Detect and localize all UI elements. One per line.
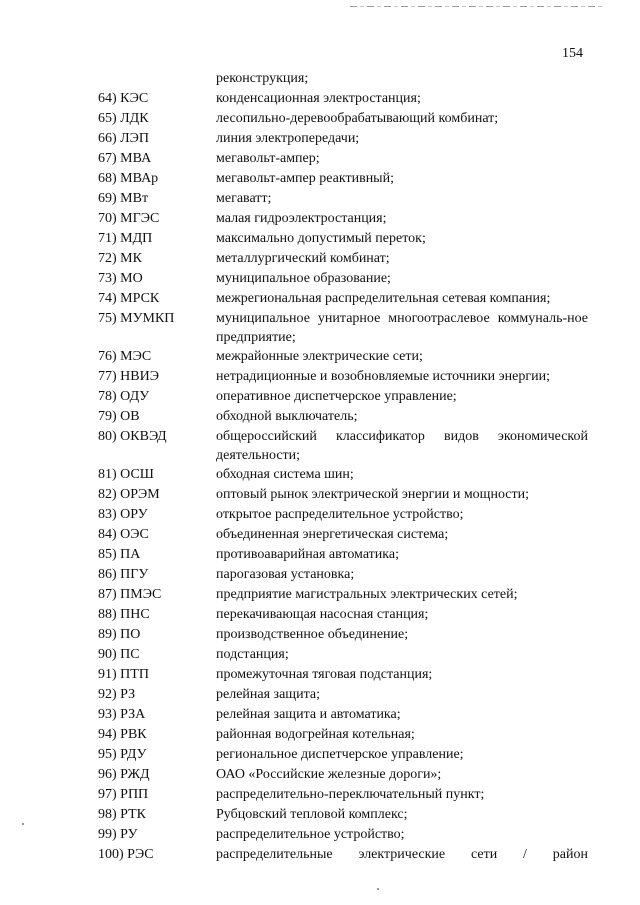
abbreviation: 85) ПА <box>98 547 141 562</box>
abbreviation: 89) ПО <box>98 627 141 642</box>
list-item <box>0 465 640 485</box>
definition: мегаватт; <box>216 191 272 206</box>
abbreviation: 73) МО <box>98 271 143 286</box>
list-item <box>0 545 640 565</box>
abbreviation: 78) ОДУ <box>98 389 150 404</box>
abbreviation: 79) ОВ <box>98 409 140 424</box>
list-item <box>0 725 640 745</box>
definition: линия электропередачи; <box>216 131 360 146</box>
abbreviation: 81) ОСШ <box>98 467 154 482</box>
definition: межрегиональная распределительная сетевая компания; <box>216 291 551 306</box>
continuation-text: реконструкция; <box>216 71 309 86</box>
definition: релейная защита; <box>216 687 320 702</box>
abbreviation: 75) МУМКП <box>98 311 175 326</box>
list-item <box>0 785 640 805</box>
abbreviation: 68) МВАр <box>98 171 159 186</box>
list-item <box>0 845 640 865</box>
abbreviation: 74) МРСК <box>98 291 160 306</box>
list-item <box>0 765 640 785</box>
definition: мегавольт-ампер реактивный; <box>216 171 394 186</box>
definition: региональное диспетчерское управление; <box>216 747 464 762</box>
abbreviation: 84) ОЭС <box>98 527 149 542</box>
list-item <box>0 825 640 845</box>
definition: обходная система шин; <box>216 467 354 482</box>
abbreviation: 66) ЛЭП <box>98 131 150 146</box>
abbreviation: 80) ОКВЭД <box>98 429 167 444</box>
abbreviation: 67) МВА <box>98 151 152 166</box>
list-item <box>0 149 640 169</box>
definition: перекачивающая насосная станция; <box>216 607 429 622</box>
definition: общероссийский классификатор видов экономической деятельности; <box>216 429 588 463</box>
definition: оперативное диспетчерское управление; <box>216 389 457 404</box>
list-item <box>0 209 640 229</box>
list-item <box>0 525 640 545</box>
list-item <box>0 745 640 765</box>
abbreviation: 93) РЗА <box>98 707 146 722</box>
list-item <box>0 705 640 725</box>
definition: парогазовая установка; <box>216 567 355 582</box>
list-item <box>0 645 640 665</box>
list-item <box>0 427 640 465</box>
list-item <box>0 229 640 249</box>
list-item <box>0 685 640 705</box>
definition: мегавольт-ампер; <box>216 151 320 166</box>
scan-edge-artifact <box>350 6 605 7</box>
definition: ОАО «Российские железные дороги»; <box>216 767 442 782</box>
abbreviation: 70) МГЭС <box>98 211 160 226</box>
abbreviation: 65) ЛДК <box>98 111 149 126</box>
abbreviation: 86) ПГУ <box>98 567 149 582</box>
abbreviation: 88) ПНС <box>98 607 150 622</box>
abbreviation-list <box>0 69 640 865</box>
list-item-continuation <box>0 69 640 89</box>
definition: открытое распределительное устройство; <box>216 507 464 522</box>
page-number: 154 <box>562 46 583 61</box>
list-item <box>0 129 640 149</box>
definition: Рубцовский тепловой комплекс; <box>216 807 408 822</box>
list-item <box>0 565 640 585</box>
definition: распределительно-переключательный пункт; <box>216 787 485 802</box>
list-item <box>0 169 640 189</box>
abbreviation: 94) РВК <box>98 727 147 742</box>
list-item <box>0 485 640 505</box>
definition: металлургический комбинат; <box>216 251 390 266</box>
definition: предприятие магистральных электрических сетей; <box>216 587 518 602</box>
abbreviation: 100) РЭС <box>98 847 154 862</box>
definition: распределительное устройство; <box>216 827 405 842</box>
list-item <box>0 625 640 645</box>
abbreviation: 96) РЖД <box>98 767 150 782</box>
definition: релейная защита и автоматика; <box>216 707 401 722</box>
definition: промежуточная тяговая подстанция; <box>216 667 433 682</box>
abbreviation: 64) КЭС <box>98 91 149 106</box>
list-item <box>0 289 640 309</box>
definition: районная водогрейная котельная; <box>216 727 415 742</box>
abbreviation: 82) ОРЭМ <box>98 487 160 502</box>
list-item <box>0 805 640 825</box>
definition: распределительные электрические сети / район <box>216 847 588 862</box>
definition: межрайонные электрические сети; <box>216 349 423 364</box>
abbreviation: 71) МДП <box>98 231 153 246</box>
definition: конденсационная электростанция; <box>216 91 421 106</box>
definition: оптовый рынок электрической энергии и мощности; <box>216 487 530 502</box>
list-item <box>0 189 640 209</box>
definition: противоаварийная автоматика; <box>216 547 399 562</box>
abbreviation: 83) ОРУ <box>98 507 148 522</box>
definition: обходной выключатель; <box>216 409 358 424</box>
list-item <box>0 605 640 625</box>
definition: лесопильно-деревообрабатывающий комбинат; <box>216 111 499 126</box>
abbreviation: 98) РТК <box>98 807 147 822</box>
definition: нетрадиционные и возобновляемые источники энергии; <box>216 369 550 384</box>
list-item <box>0 407 640 427</box>
list-item <box>0 347 640 367</box>
scan-speck <box>377 888 379 890</box>
abbreviation: 97) РПП <box>98 787 149 802</box>
definition: муниципальное унитарное многоотраслевое коммуналь-ное предприятие; <box>216 311 588 345</box>
definition: объединенная энергетическая система; <box>216 527 449 542</box>
list-item <box>0 505 640 525</box>
abbreviation: 72) МК <box>98 251 142 266</box>
list-item <box>0 585 640 605</box>
definition: максимально допустимый переток; <box>216 231 426 246</box>
list-item <box>0 367 640 387</box>
list-item <box>0 665 640 685</box>
definition: производственное объединение; <box>216 627 409 642</box>
abbreviation: 77) НВИЭ <box>98 369 159 384</box>
abbreviation: 91) ПТП <box>98 667 149 682</box>
abbreviation: 92) РЗ <box>98 687 136 702</box>
abbreviation: 76) МЭС <box>98 349 152 364</box>
abbreviation: 90) ПС <box>98 647 140 662</box>
list-item <box>0 309 640 347</box>
definition: муниципальное образование; <box>216 271 391 286</box>
list-item <box>0 387 640 407</box>
abbreviation: 99) РУ <box>98 827 138 842</box>
definition: малая гидроэлектростанция; <box>216 211 387 226</box>
scan-speck <box>22 823 24 825</box>
abbreviation: 87) ПМЭС <box>98 587 162 602</box>
abbreviation: 95) РДУ <box>98 747 147 762</box>
list-item <box>0 269 640 289</box>
list-item <box>0 249 640 269</box>
abbreviation: 69) МВт <box>98 191 149 206</box>
list-item <box>0 109 640 129</box>
definition: подстанция; <box>216 647 289 662</box>
list-item <box>0 89 640 109</box>
